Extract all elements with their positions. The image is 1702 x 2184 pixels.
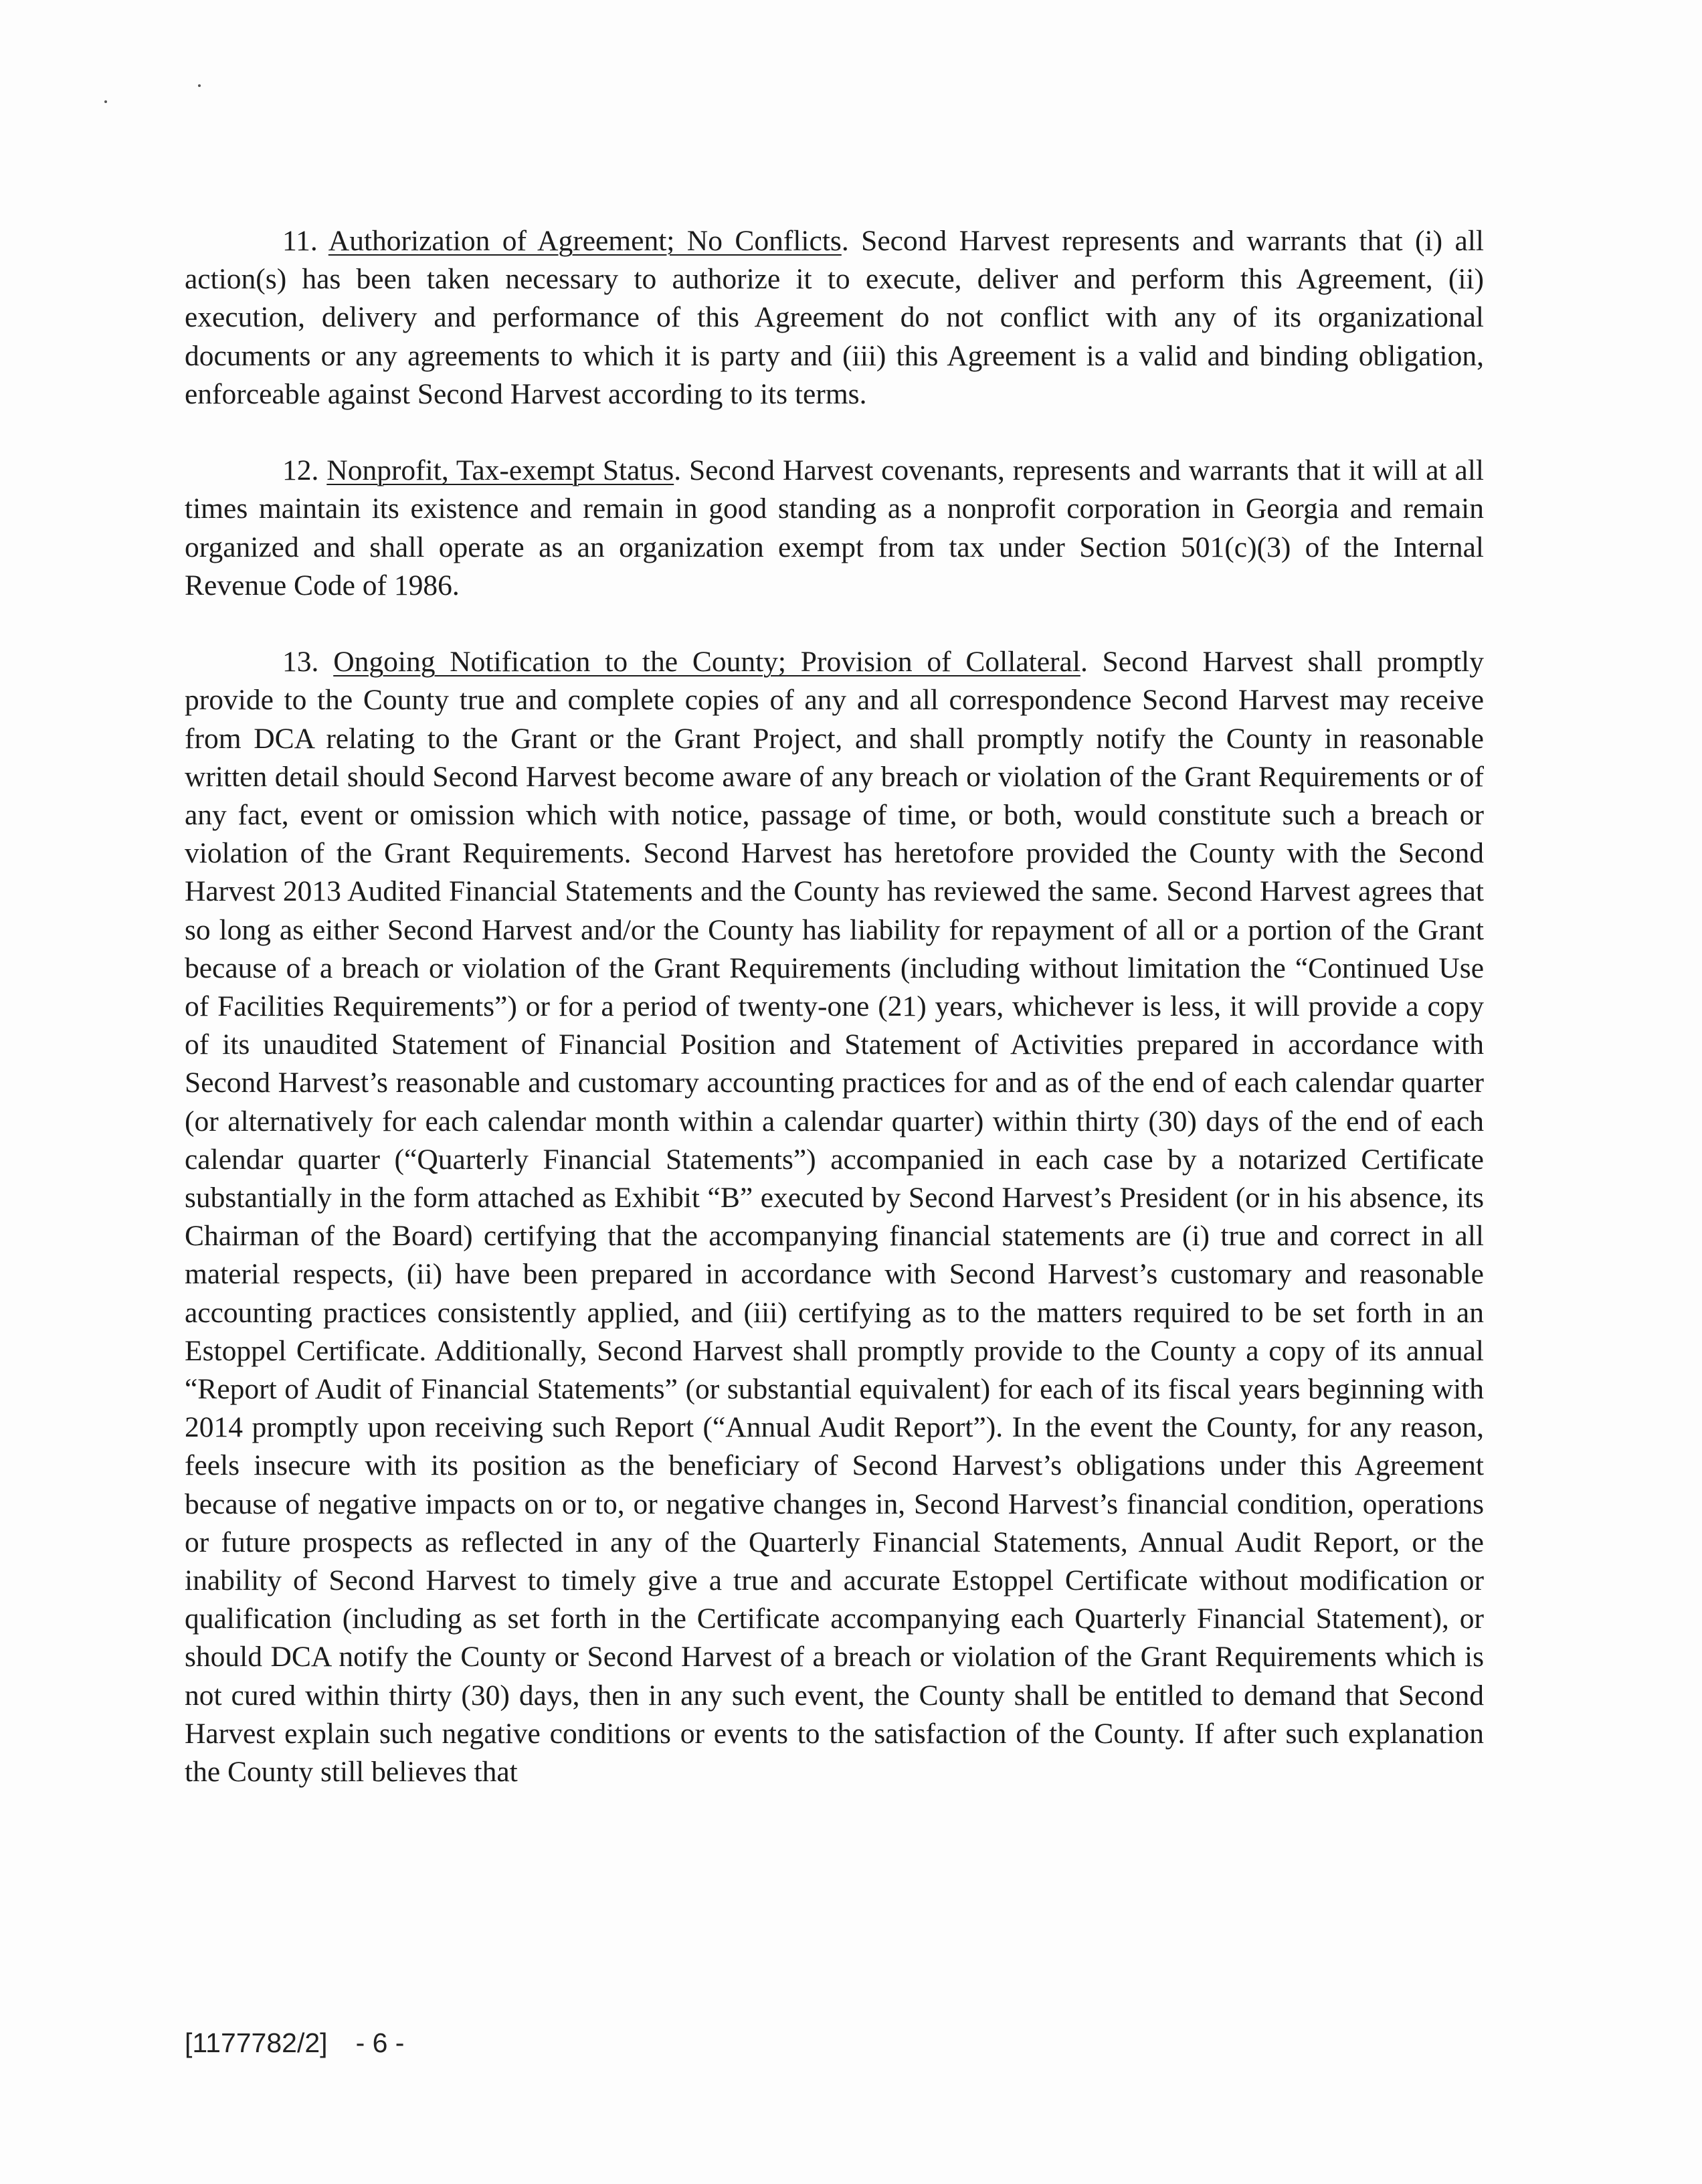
section-12-text: . Second Harvest covenants, represents and warrants that it will at all times maintain its existence and remain in good standing as a nonprofit corporation in Georgia and remain organized and shall operate as an organization exempt from tax under Section 501(c)(3) of the Internal Revenue Code of 1986. xyxy=(185,454,1484,602)
document-body xyxy=(185,222,1484,1829)
section-11-text: . Second Harvest represents and warrants that (i) all action(s) has been taken necessary to authorize it to execute, deliver and perform this Agreement, (ii) execution, delivery and performance of this Agreement do not conflict with any of its organizational documents or any agreements to which it is party and (iii) this Agreement is a valid and binding obligation, enforceable against Second Harvest according to its terms. xyxy=(185,225,1484,410)
section-13-text: . Second Harvest shall promptly provide to the County true and complete copies of any and all correspondence Second Harvest may receive from DCA relating to the Grant or the Grant Project, and shall promptly notify the County in reasonable written detail should Second Harvest become aware of any breach or violation of the Grant Requirements or of any fact, event or omission which with notice, passage of time, or both, would constitute such a breach or violation of the Grant Requirements. Second Harvest has heretofore provided the County with the Second Harvest 2013 Audited Financial Statements and the County has reviewed the same. Second Harvest agrees that so long as either Second Harvest and/or the County has liability for repayment of all or a portion of the Grant because of a breach or violation of the Grant Requirements (including without limitation the “Continued Use of Facilities Requirements”) or for a period of twenty-one (21) years, whichever is less, it will provide a copy of its unaudited Statement of Financial Position and Statement of Activities prepared in accordance with Second Harvest’s reasonable and customary accounting practices for and as of the end of each calendar quarter (or alternatively for each calendar month within a calendar quarter) within thirty (30) days of the end of each calendar quarter (“Quarterly Financial Statements”) accompanied in each case by a notarized Certificate substantially in the form attached as Exhibit “B” executed by Second Harvest’s President (or in his absence, its Chairman of the Board) certifying that the accompanying financial statements are (i) true and correct in all material respects, (ii) have been prepared in accordance with Second Harvest’s customary and reasonable accounting practices consistently applied, and (iii) certifying as to the matters required to be set forth in an Estoppel Certificate. Additionally, Second Harvest shall promptly provide to the County a copy of its annual “Report of Audit of Financial Statements” (or substantial equivalent) for each of its fiscal years beginning with 2014 promptly upon receiving such Report (“Annual Audit Report”). In the event the County, for any reason, feels insecure with its position as the beneficiary of Second Harvest’s obligations under this Agreement because of negative impacts on or to, or negative changes in, Second Harvest’s financial condition, operations or future prospects as reflected in any of the Quarterly Financial Statements, Annual Audit Report, or the inability of Second Harvest to timely give a true and accurate Estoppel Certificate without modification or qualification (including as set forth in the Certificate accompanying each Quarterly Financial Statement), or should DCA notify the County or Second Harvest of a breach or violation of the Grant Requirements which is not cured within thirty (30) days, then in any such event, the County shall be entitled to demand that Second Harvest explain such negative conditions or events to the satisfaction of the County. If after such explanation the County still believes that xyxy=(185,646,1485,1789)
section-12-heading: Nonprofit, Tax-exempt Status xyxy=(326,454,674,487)
section-11-paragraph xyxy=(185,222,1484,414)
section-12-paragraph xyxy=(185,452,1484,605)
page-footer xyxy=(185,2027,404,2059)
section-13-number: 13. xyxy=(282,646,319,678)
scan-speck xyxy=(104,100,107,103)
section-11-number: 11. xyxy=(282,225,318,257)
footer-page-number: - 6 - xyxy=(355,2027,405,2058)
scan-speck xyxy=(198,84,201,87)
section-11-heading: Authorization of Agreement; No Conflicts xyxy=(328,225,842,257)
section-13-paragraph xyxy=(185,643,1484,1791)
footer-doc-id: [1177782/2] xyxy=(185,2027,328,2058)
section-12-number: 12. xyxy=(282,454,319,487)
section-13-heading: Ongoing Notification to the County; Provision of Collateral xyxy=(333,646,1080,678)
